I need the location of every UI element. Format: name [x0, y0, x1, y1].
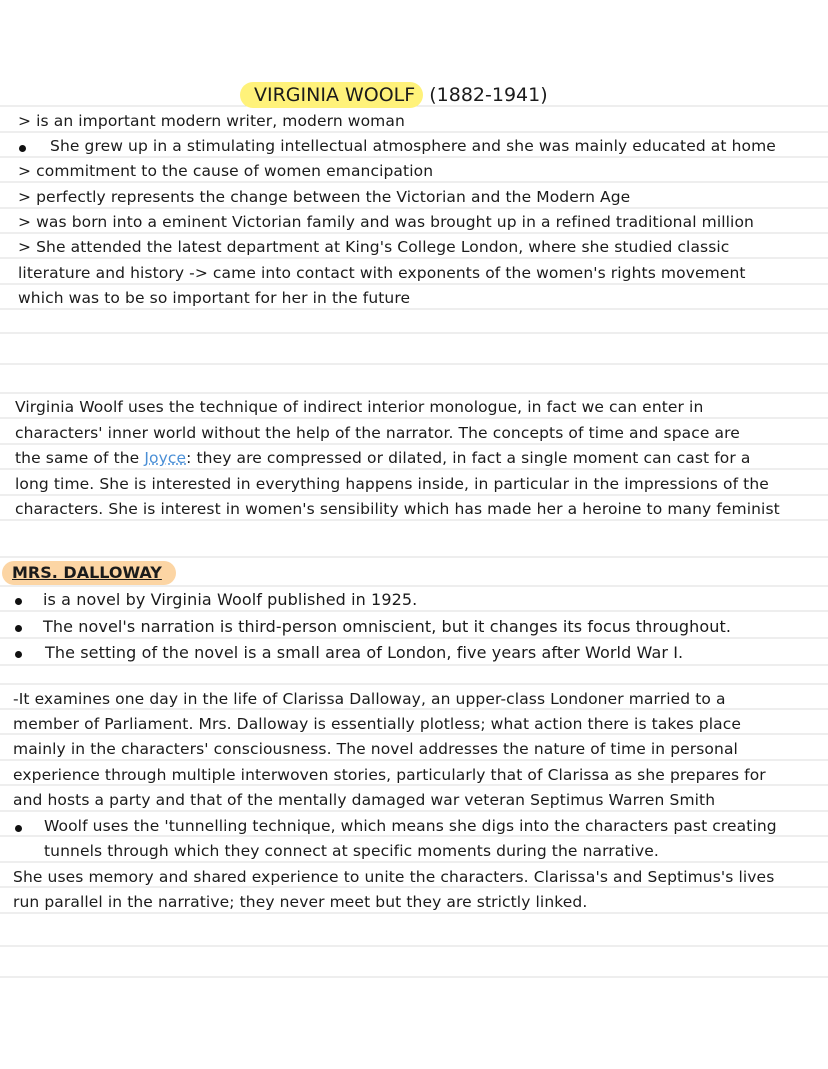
- technique-line: long time. She is interested in everything happens inside, in particular in the impressions of the: [15, 475, 769, 493]
- technique-text: the same of the: [15, 449, 145, 467]
- closing-line: She uses memory and shared experience to unite the characters. Clarissa's and Septimus's lives: [13, 868, 775, 886]
- intro-line: > was born into a eminent Victorian family and was brought up in a refined traditional million: [18, 213, 754, 231]
- dalloway-line: member of Parliament. Mrs. Dalloway is essentially plotless; what action there is takes place: [13, 715, 741, 733]
- technique-text: : they are compressed or dilated, in fact a single moment can cast for a: [186, 449, 751, 467]
- closing-line: run parallel in the narrative; they never meet but they are strictly linked.: [13, 893, 588, 911]
- bullet-dot: [15, 598, 22, 605]
- technique-line: characters' inner world without the help of the narrator. The concepts of time and space are: [15, 424, 740, 442]
- section-heading: [2, 561, 176, 585]
- joyce-link[interactable]: Joyce: [144, 449, 187, 467]
- intro-line: > commitment to the cause of women emancipation: [18, 162, 434, 180]
- intro-line: > perfectly represents the change between the Victorian and the Modern Age: [18, 188, 631, 206]
- heading-text: MRS. DALLOWAY: [12, 563, 162, 582]
- page-title: [240, 80, 548, 110]
- technique-line: Virginia Woolf uses the technique of indirect interior monologue, in fact we can enter in: [15, 398, 704, 416]
- dalloway-line: mainly in the characters' consciousness. The novel addresses the nature of time in personal: [13, 740, 738, 758]
- tunnel-line: tunnels through which they connect at specific moments during the narrative.: [44, 842, 659, 860]
- technique-line: characters. She is interest in women's sensibility which has made her a heroine to many feminist: [15, 500, 780, 518]
- tunnel-line: Woolf uses the 'tunnelling technique, which means she digs into the characters past creating: [44, 817, 777, 835]
- dalloway-line: experience through multiple interwoven stories, particularly that of Clarissa as she prepares for: [13, 766, 766, 784]
- dalloway-line: and hosts a party and that of the mentally damaged war veteran Septimus Warren Smith: [13, 791, 716, 809]
- bullet-dot: [15, 625, 22, 632]
- intro-line: > is an important modern writer, modern woman: [18, 112, 405, 130]
- bullet-dot: [19, 145, 26, 152]
- intro-line: She grew up in a stimulating intellectual atmosphere and she was mainly educated at home: [50, 137, 776, 155]
- dalloway-bullet: The novel's narration is third-person omniscient, but it changes its focus throughout.: [43, 617, 732, 636]
- title-name: VIRGINIA WOOLF: [254, 84, 416, 106]
- title-years: (1882-1941): [429, 84, 548, 106]
- title-highlight: [240, 82, 423, 108]
- dalloway-line: -It examines one day in the life of Clarissa Dalloway, an upper-class Londoner married to a: [13, 690, 726, 708]
- dalloway-bullet: The setting of the novel is a small area of London, five years after World War I.: [45, 643, 684, 662]
- technique-line: [15, 449, 750, 467]
- intro-line: which was to be so important for her in the future: [18, 289, 411, 307]
- intro-line: literature and history -> came into contact with exponents of the women's rights movement: [18, 264, 746, 282]
- dalloway-bullet: is a novel by Virginia Woolf published in 1925.: [43, 590, 418, 609]
- intro-line: > She attended the latest department at King's College London, where she studied classic: [18, 238, 730, 256]
- bullet-dot: [15, 825, 22, 832]
- bullet-dot: [15, 651, 22, 658]
